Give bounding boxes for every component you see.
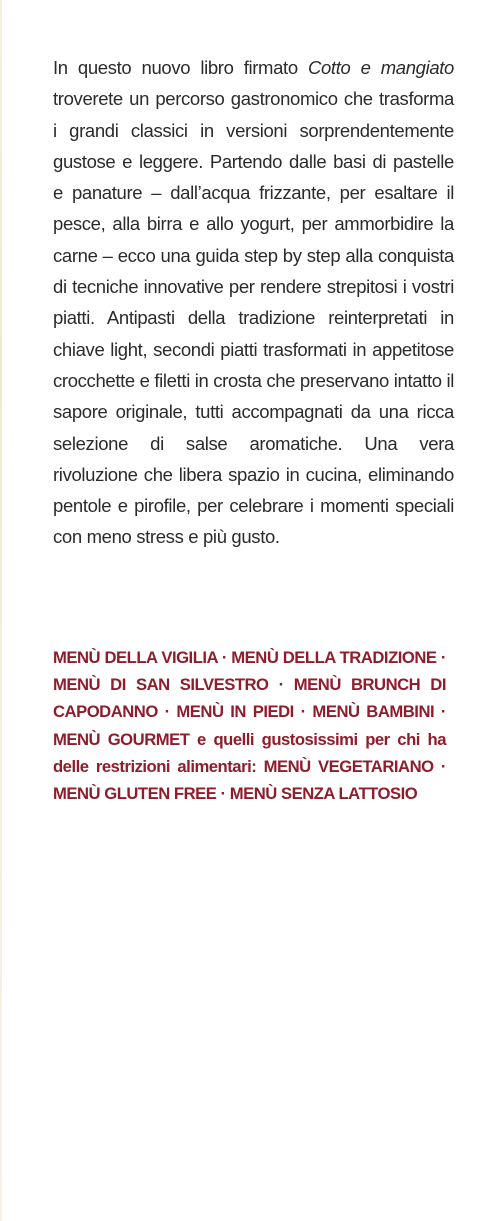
book-brand-title: Cotto e mangiato bbox=[307, 57, 454, 78]
description-body: troverete un percorso gastronomico che trasforma i grandi classici in versioni sorprendentemente gustose e leggere. Partendo dalle basi di pastelle e panature – dall’acqua frizzante, per esaltare il pesce, alla birra e allo yogurt, per ammorbidire la carne – ecco una guida step by step alla conquista di tecniche innovative per rendere strepitosi i vostri piatti. Antipasti della tradizione reinterpretati in chiave light, secondi piatti trasformati in appetitose crocchette e filetti in crosta che preservano intatto il sapore originale, tutti accompagnati da una ricca selezione di salse aromatiche. Una vera rivoluzione che libera spazio in cucina, eliminando pentole e pirofile, per celebrare i momenti speciali con meno stress e più gusto. bbox=[53, 88, 454, 548]
book-description bbox=[53, 52, 454, 553]
page-edge-strip bbox=[0, 0, 2, 1221]
menu-list: MENÙ DELLA VIGILIA · MENÙ DELLA TRADIZIONE · MENÙ DI SAN SILVESTRO · MENÙ BRUNCH DI CAPODANNO · MENÙ IN PIEDI · MENÙ BAMBINI · MENÙ GOURMET e quelli gustosissimi per chi ha delle restrizioni alimentari: MENÙ VEGETARIANO · MENÙ GLUTEN FREE · MENÙ SENZA LATTOSIO bbox=[53, 648, 446, 804]
description-intro: In questo nuovo libro firmato bbox=[53, 57, 308, 78]
